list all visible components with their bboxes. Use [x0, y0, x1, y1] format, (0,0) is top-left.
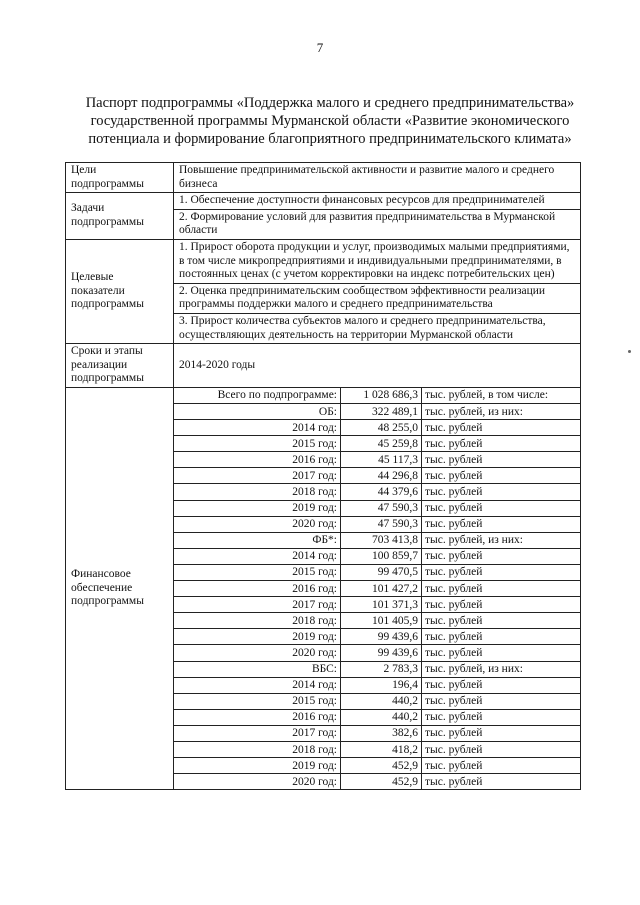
- financing-table-row: [174, 629, 580, 645]
- financing-unit: тыс. рублей: [422, 774, 581, 790]
- financing-unit: тыс. рублей: [422, 597, 581, 613]
- financing-table-row: [174, 741, 580, 757]
- financing-table-row: [174, 758, 580, 774]
- task-item: 2. Формирование условий для развития предпринимательства в Мурманской области: [174, 209, 581, 239]
- financing-period-label: 2015 год:: [174, 436, 341, 452]
- financing-unit: тыс. рублей: [422, 677, 581, 693]
- financing-amount: 44 296,8: [341, 468, 422, 484]
- financing-unit: тыс. рублей: [422, 613, 581, 629]
- financing-amount: 452,9: [341, 774, 422, 790]
- financing-table-row: [174, 645, 580, 661]
- financing-amount: 48 255,0: [341, 420, 422, 436]
- indicators-label: Целевые показатели подпрограммы: [66, 239, 174, 343]
- financing-unit: тыс. рублей, из них:: [422, 532, 581, 548]
- financing-amount: 99 470,5: [341, 564, 422, 580]
- financing-period-label: 2016 год:: [174, 452, 341, 468]
- financing-period-label: 2020 год:: [174, 516, 341, 532]
- financing-unit: тыс. рублей: [422, 564, 581, 580]
- financing-table-row: [174, 532, 580, 548]
- financing-period-label: 2015 год:: [174, 564, 341, 580]
- financing-table-row: [174, 677, 580, 693]
- financing-table-row: [174, 420, 580, 436]
- scan-dot: [628, 350, 631, 353]
- financing-unit: тыс. рублей: [422, 758, 581, 774]
- indicator-item: 1. Прирост оборота продукции и услуг, производимых малыми предприятиями, в том числе микропредприятиями и индивидуальными предпринимателями, в постоянных ценах (с учетом корректировки на индекс потребительских цен): [174, 239, 581, 283]
- financing-table-row: [174, 613, 580, 629]
- financing-period-label: 2019 год:: [174, 758, 341, 774]
- financing-unit: тыс. рублей, в том числе:: [422, 388, 581, 404]
- financing-period-label: Всего по подпрограмме:: [174, 388, 341, 404]
- financing-unit: тыс. рублей: [422, 581, 581, 597]
- financing-amount: 45 259,8: [341, 436, 422, 452]
- financing-period-label: 2019 год:: [174, 500, 341, 516]
- financing-unit: тыс. рублей: [422, 436, 581, 452]
- tasks-label: Задачи подпрограммы: [66, 193, 174, 240]
- financing-period-label: 2020 год:: [174, 774, 341, 790]
- goals-label: Цели подпрограммы: [66, 163, 174, 193]
- tasks-row: [66, 193, 581, 210]
- financing-unit: тыс. рублей: [422, 500, 581, 516]
- timeline-label: Сроки и этапы реализации подпрограммы: [66, 344, 174, 388]
- indicator-item: 3. Прирост количества субъектов малого и среднего предпринимательства, осуществляющих деятельность на территории Мурманской области: [174, 313, 581, 343]
- financing-amount: 440,2: [341, 709, 422, 725]
- financing-unit: тыс. рублей: [422, 741, 581, 757]
- financing-amount: 47 590,3: [341, 500, 422, 516]
- financing-unit: тыс. рублей: [422, 468, 581, 484]
- financing-amount: 45 117,3: [341, 452, 422, 468]
- indicators-row: [66, 239, 581, 283]
- financing-table-row: [174, 581, 580, 597]
- title-line: государственной программы Мурманской области «Развитие экономического: [90, 113, 570, 129]
- financing-table-row: [174, 548, 580, 564]
- financing-period-label: 2014 год:: [174, 677, 341, 693]
- financing-period-label: 2017 год:: [174, 725, 341, 741]
- financing-amount: 418,2: [341, 741, 422, 757]
- financing-period-label: 2017 год:: [174, 597, 341, 613]
- financing-table-row: [174, 468, 580, 484]
- financing-amount: 101 371,3: [341, 597, 422, 613]
- financing-table-row: [174, 452, 580, 468]
- financing-table: [174, 388, 580, 789]
- financing-amount: 196,4: [341, 677, 422, 693]
- financing-unit: тыс. рублей: [422, 452, 581, 468]
- financing-period-label: 2018 год:: [174, 484, 341, 500]
- financing-table-row: [174, 693, 580, 709]
- financing-table-row: [174, 436, 580, 452]
- title-line: потенциала и формирование благоприятного предпринимательского климата»: [88, 131, 572, 147]
- financing-table-row: [174, 388, 580, 404]
- financing-table-row: [174, 774, 580, 790]
- financing-period-label: 2018 год:: [174, 613, 341, 629]
- financing-period-label: 2014 год:: [174, 548, 341, 564]
- financing-period-label: ВБС:: [174, 661, 341, 677]
- financing-table-row: [174, 484, 580, 500]
- financing-unit: тыс. рублей, из них:: [422, 661, 581, 677]
- financing-unit: тыс. рублей: [422, 516, 581, 532]
- financing-period-label: 2018 год:: [174, 741, 341, 757]
- financing-amount: 101 405,9: [341, 613, 422, 629]
- timeline-row: [66, 344, 581, 388]
- financing-unit: тыс. рублей: [422, 548, 581, 564]
- indicator-item: 2. Оценка предпринимательским сообществом эффективности реализации программы поддержки малого и среднего предпринимательства: [174, 283, 581, 313]
- financing-amount: 101 427,2: [341, 581, 422, 597]
- task-item: 1. Обеспечение доступности финансовых ресурсов для предпринимателей: [174, 193, 581, 210]
- financing-amount: 703 413,8: [341, 532, 422, 548]
- financing-amount: 44 379,6: [341, 484, 422, 500]
- passport-table: [65, 162, 581, 790]
- financing-period-label: ФБ*:: [174, 532, 341, 548]
- financing-label: Финансовое обеспечение подпрограммы: [66, 387, 174, 789]
- financing-cell: [174, 387, 581, 789]
- financing-amount: 47 590,3: [341, 516, 422, 532]
- financing-unit: тыс. рублей: [422, 629, 581, 645]
- financing-amount: 2 783,3: [341, 661, 422, 677]
- financing-unit: тыс. рублей: [422, 693, 581, 709]
- financing-row: [66, 387, 581, 789]
- financing-table-row: [174, 725, 580, 741]
- financing-period-label: ОБ:: [174, 404, 341, 420]
- page-number: 7: [316, 40, 324, 55]
- financing-table-row: [174, 564, 580, 580]
- financing-unit: тыс. рублей: [422, 645, 581, 661]
- financing-amount: 99 439,6: [341, 629, 422, 645]
- financing-table-row: [174, 404, 580, 420]
- financing-period-label: 2016 год:: [174, 581, 341, 597]
- financing-period-label: 2015 год:: [174, 693, 341, 709]
- financing-unit: тыс. рублей: [422, 484, 581, 500]
- financing-table-row: [174, 597, 580, 613]
- document-title: [60, 94, 600, 148]
- financing-period-label: 2020 год:: [174, 645, 341, 661]
- financing-period-label: 2014 год:: [174, 420, 341, 436]
- financing-table-row: [174, 500, 580, 516]
- financing-table-row: [174, 661, 580, 677]
- timeline-value: 2014-2020 годы: [174, 344, 581, 388]
- financing-table-row: [174, 709, 580, 725]
- financing-unit: тыс. рублей: [422, 420, 581, 436]
- financing-amount: 322 489,1: [341, 404, 422, 420]
- financing-amount: 99 439,6: [341, 645, 422, 661]
- financing-amount: 100 859,7: [341, 548, 422, 564]
- title-line: Паспорт подпрограммы «Поддержка малого и среднего предпринимательства»: [85, 95, 575, 111]
- financing-amount: 440,2: [341, 693, 422, 709]
- financing-period-label: 2019 год:: [174, 629, 341, 645]
- financing-amount: 382,6: [341, 725, 422, 741]
- goals-text: Повышение предпринимательской активности и развитие малого и среднего бизнеса: [174, 163, 581, 193]
- goals-row: [66, 163, 581, 193]
- financing-amount: 452,9: [341, 758, 422, 774]
- financing-unit: тыс. рублей: [422, 709, 581, 725]
- financing-unit: тыс. рублей: [422, 725, 581, 741]
- financing-unit: тыс. рублей, из них:: [422, 404, 581, 420]
- financing-table-row: [174, 516, 580, 532]
- financing-amount: 1 028 686,3: [341, 388, 422, 404]
- financing-period-label: 2016 год:: [174, 709, 341, 725]
- financing-period-label: 2017 год:: [174, 468, 341, 484]
